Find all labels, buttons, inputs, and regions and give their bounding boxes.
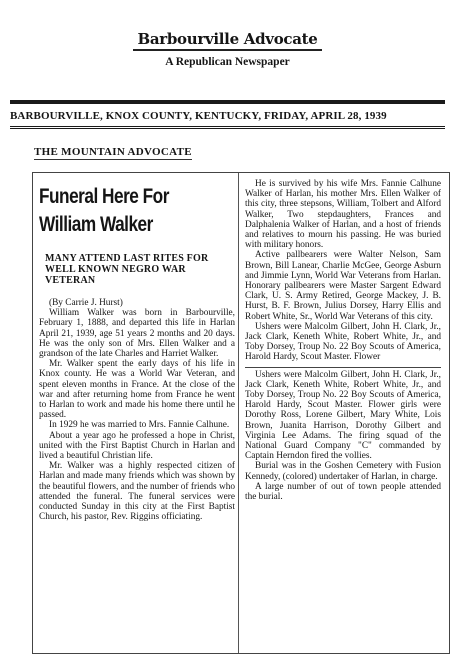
- article-clipping: [32, 172, 450, 654]
- headline: [39, 183, 236, 239]
- paragraph: Ushers were Malcolm Gilbert, John H. Clark, Jr., Jack Clark, Keneth White, Robert White, Jr., and Toby Dorsey, Troup No. 22 Boy Scouts of America, Harold Hardy, Scout Master. Flower girls were Dorothy Ross, Lorene Gilbert, Mary White, Lois Brown, Juanita Harrison, Dorothy Gilbert and Virginia Lee Adams. The firing squad of the National Guard Company "C" commanded by Captain Herndon fired the vollies.: [245, 369, 441, 462]
- paragraph: He is survived by his wife Mrs. Fannie Calhune Walker of Harlan, his mother Mrs. Ellen Walker of this city, three stepsons, William, Tolbert and Alford Walker, Two stepdaughters, Frances and Dalphalenia Walker of Harlan, and a host of friends and relatives to mourn his passing. He was buried with military honors.: [245, 179, 441, 251]
- top-rule: [10, 100, 445, 104]
- byline: (By Carrie J. Hurst): [49, 298, 123, 308]
- masthead: [0, 30, 455, 68]
- dateline-rule-double: [10, 128, 445, 129]
- paragraph: A large number of out of town people attended the burial.: [245, 481, 441, 503]
- paragraph: Burial was in the Goshen Cemetery with Fusion Kennedy, (colored) undertaker of Harlan, in charge.: [245, 461, 441, 482]
- article-column-left: [39, 179, 235, 522]
- newspaper-logo: Barbourville Advocate: [133, 30, 321, 51]
- continued-clipping: [245, 367, 441, 503]
- headline-line-2: William Walker: [39, 213, 153, 236]
- paragraph: William Walker was born in Barbourville, February 1, 1888, and departed this life in Harlan April 21, 1939, age 51 years 2 months and 20 days. He was the only son of Mrs. Ellen Walker and a grandson of the late Charles and Harriet Walker.: [39, 308, 235, 360]
- dateline: BARBOURVILLE, KNOX COUNTY, KENTUCKY, FRIDAY, APRIL 28, 1939: [10, 110, 387, 122]
- dateline-rule: [10, 126, 445, 127]
- headline-line-1: Funeral Here For: [39, 185, 169, 208]
- paragraph: In 1929 he was married to Mrs. Fannie Calhune.: [49, 420, 230, 431]
- article-column-right: [245, 179, 441, 502]
- paragraph: Ushers were Malcolm Gilbert, John H. Clark, Jr., Jack Clark, Keneth White, Robert White, Jr., and Toby Dorsey, Troup No. 22 Boy Scouts of America, Harold Hardy, Scout Master. Flower: [245, 321, 441, 363]
- paragraph: Mr. Walker spent the early days of his life in Knox county. He was a World War Veteran, and spent eleven months in France. At the close of the war and after returning home from France he went to Harlan to work and made his home there until he passed.: [39, 359, 235, 421]
- column-divider: [238, 173, 239, 653]
- masthead-subtitle: A Republican Newspaper: [165, 56, 290, 68]
- section-label: THE MOUNTAIN ADVOCATE: [34, 146, 192, 158]
- paragraph: Mr. Walker was a highly respected citizen of Harlan and made many friends which was shown by the beautiful flowers, and the number of friends who attended the funeral. The funeral services were conducted Sunday in this city at the First Baptist Church, his pastor, Rev. Riggins officiating.: [39, 461, 235, 523]
- subheadline: MANY ATTEND LAST RITES FOR WELL KNOWN NEGRO WAR VETERAN: [45, 253, 209, 286]
- paragraph: Active pallbearers were Walter Nelson, Sam Brown, Bill Lanear, Charlie McGee, George Asburn and Jimmie Lynn, World War Veterans from Harlan. Honorary pallbearers were Master Sargent Edward Clark, U. S. Army Retired, George Mackey, J. B. Hurst, B. F. Brown, Julius Dorsey, Harry Ellis and Robert White, Sr., World War Veterans of this city.: [245, 250, 441, 322]
- paragraph: About a year ago he professed a hope in Christ, united with the First Baptist Church in Harlan and lived a beautiful Christian life.: [39, 430, 235, 462]
